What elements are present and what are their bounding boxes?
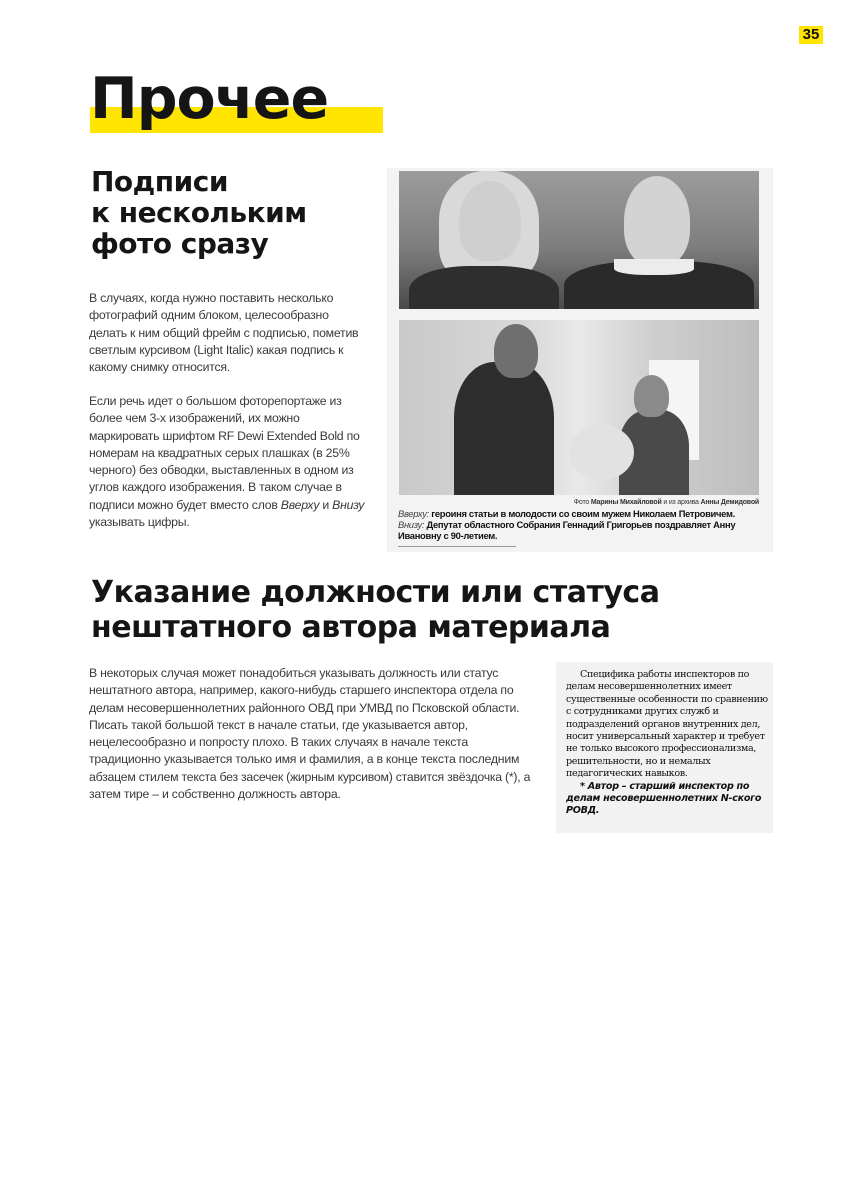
text-run: и из архива	[661, 499, 701, 506]
subheading-author-status	[91, 575, 791, 645]
photo-detail	[624, 176, 690, 266]
photo-detail	[459, 181, 521, 261]
subheading-multi-photo-captions	[91, 166, 371, 259]
photo-example-frame	[387, 168, 773, 552]
sample-author-note: * Автор – старший инспектор по делам несовершеннолетних N-ского РОВД.	[566, 780, 762, 817]
photo-caption	[398, 508, 768, 542]
photo-archival-couple	[399, 171, 759, 309]
italic-term-bottom: Внизу	[332, 497, 365, 512]
credit-name: Анны Демидовой	[700, 499, 759, 506]
page-number: 35	[799, 26, 823, 44]
paragraph-captions-intro	[89, 290, 364, 376]
paragraph-photo-numbering	[89, 393, 369, 531]
photo-credit	[574, 499, 759, 506]
paragraph-author-status	[89, 665, 539, 803]
sample-body-text: Специфика работы инспекторов по делам несовершеннолетних имеет существенные особенности по сравнению с сотрудниками других служб и подразделений органов внутренних дел, носит универсальный характер и требует не только высокого профессионализма, решительности, но и немалых педагогических навыков.	[566, 669, 768, 780]
section-title: Прочее	[90, 66, 329, 132]
heading-line: Подписи	[91, 165, 228, 198]
text-run: указывать цифры.	[89, 515, 190, 530]
caption-text-bottom: Депутат областного Собрания Геннадий Григорьев поздравляет Анну Ивановну с 90-летием.	[398, 519, 736, 542]
caption-label-top: Вверху:	[398, 508, 429, 519]
photo-detail	[614, 259, 694, 275]
caption-text-top: героиня статьи в молодости со своим мужем Николаем Петровичем.	[428, 508, 735, 519]
photo-detail	[409, 266, 559, 309]
photo-detail	[454, 362, 554, 495]
photo-detail	[634, 375, 669, 417]
heading-line: нештатного автора материала	[91, 610, 611, 645]
text-run: Если речь идет о большом фоторепортаже из более чем 3-х изображений, их можно маркировать шрифтом RF Dewi Extended Bold по номерам на квадратных серых плашках (в 25% черного) без обводки, выставленных в одном из углов каждого изображения. В таком случае в подписи можно будет вместо слов	[89, 394, 360, 512]
sample-text-block	[566, 669, 768, 818]
photo-congratulation	[399, 320, 759, 495]
text-run: и	[319, 497, 333, 512]
heading-line: Указание должности или статуса	[91, 575, 660, 610]
text-run: Фото	[573, 499, 591, 506]
paragraph-text: В некоторых случая может понадобиться указывать должность или статус нештатного автора, например, какого-нибудь старшего инспектора отдела по делам несовершеннолетних районного ОВД при УМВД по Псковской области.	[89, 666, 520, 715]
paragraph-text: В случаях, когда нужно поставить несколько фотографий одним блоком, целесообразно делать к ним общий фрейм с подписью, пометив светлым курсивом (Light Italic) какая подпись к какому снимку относится.	[89, 291, 359, 375]
caption-divider	[398, 546, 516, 547]
heading-line: к нескольким	[91, 196, 307, 229]
paragraph-text	[89, 393, 369, 531]
paragraph-text: Писать такой большой текст в начале статьи, где указывается автор, нецелесообразно и попросту плохо. В таких случаях в начале текста традиционно указывается только имя и фамилия, а в конце текста последним абзацем стилем текста без засечек (жирным курсивом) ставится звёздочка (*), а затем тире – и собственно должность автора.	[89, 717, 531, 802]
italic-term-top: Вверху	[280, 497, 320, 512]
photo-detail	[569, 425, 634, 480]
photo-detail	[494, 324, 538, 378]
heading-line: фото сразу	[91, 227, 269, 260]
section-title-block	[90, 66, 328, 132]
credit-name: Марины Михайловой	[590, 499, 662, 506]
caption-label-bottom: Внизу:	[398, 519, 425, 531]
sample-article-ending	[556, 662, 773, 833]
